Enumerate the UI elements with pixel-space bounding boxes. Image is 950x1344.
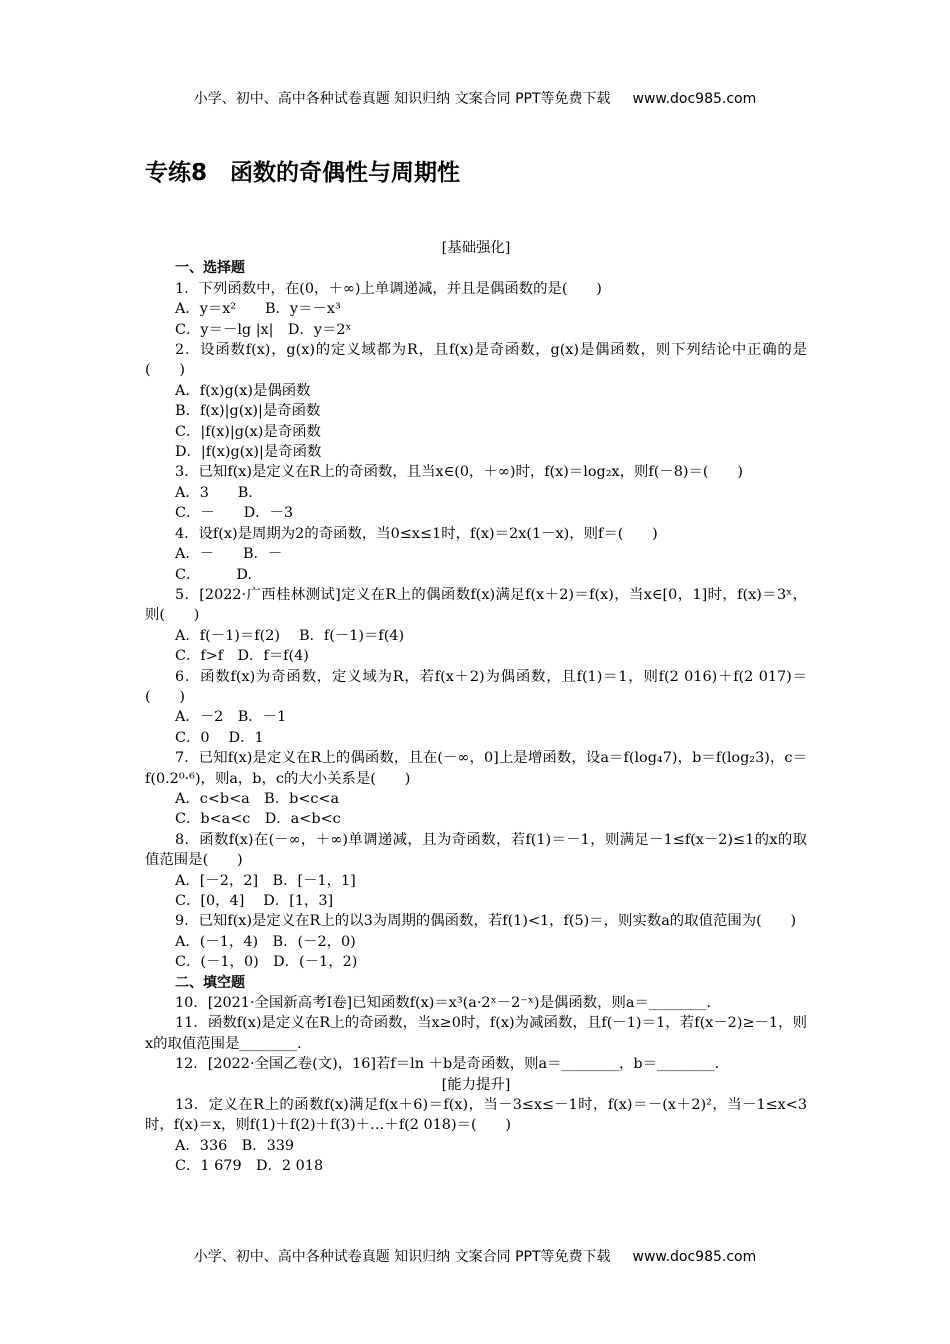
section-heading-fill: 二、填空题 (175, 974, 245, 991)
question-4-options-cd: C． D. (175, 566, 252, 583)
question-13-options-ab: A．336 B．339 (175, 1137, 295, 1154)
question-9-options-ab: A．(－1，4) B．(－2，0) (175, 933, 356, 950)
question-1-options-ab: A．y＝x² B．y＝－x³ (175, 301, 341, 318)
question-4-options-ab: A．－ B．－ (175, 546, 283, 563)
question-9: 9．已知f(x)是定义在R上的以3为周期的偶函数，若f(1)<1，f(5)＝，则实数a的取值范围为( ) (175, 913, 797, 930)
question-13: 13．定义在R上的函数f(x)满足f(x＋6)＝f(x)，当－3≤x≤－1时，f(x)＝－(x＋2)²，当－1≤x<3时，f(x)＝x，则f(1)＋f(2)＋f(3)＋…＋f(2 018)＝( ) (145, 1097, 807, 1134)
page-header (0, 88, 950, 108)
question-2-option-a: A．f(x)g(x)是偶函数 (175, 382, 311, 399)
question-1: 1．下列函数中，在(0，＋∞)上单调递减，并且是偶函数的是( ) (175, 280, 602, 297)
question-3: 3．已知f(x)是定义在R上的奇函数，且当x∈(0，＋∞)时，f(x)＝log₂x，则f(－8)＝( ) (175, 464, 743, 481)
footer-url: www.doc985.com (632, 1249, 757, 1265)
question-6: 6．函数f(x)为奇函数，定义域为R，若f(x＋2)为偶函数，且f(1)＝1，则f(2 016)＋f(2 017)＝( ) (145, 668, 807, 705)
question-6-options-ab: A．－2 B．－1 (175, 709, 287, 726)
advanced-heading: [能力提升] (441, 1076, 511, 1093)
question-5: 5．[2022·广西桂林测试]定义在R上的偶函数f(x)满足f(x＋2)＝f(x)，当x∈[0，1]时，f(x)＝3ˣ，则( ) (145, 586, 807, 624)
question-8: 8．函数f(x)在(－∞，＋∞)单调递减，且为奇函数，若f(1)＝－1，则满足－1≤f(x－2)≤1的x的取值范围是( ) (145, 831, 807, 869)
footer-text: 小学、初中、高中各种试卷真题 知识归纳 文案合同 PPT等免费下载 (193, 1249, 611, 1265)
question-11: 11．函数f(x)是定义在R上的奇函数，当x≥0时，f(x)为减函数，且f(－1)＝1，若f(x－2)≥－1，则x的取值范围是________. (145, 1015, 807, 1052)
page-footer (0, 1246, 950, 1266)
question-8-options-cd: C．[0，4] D．[1，3] (175, 893, 334, 909)
header-url: www.doc985.com (632, 91, 757, 107)
question-7-options-ab: A．c<b<a B．b<c<a (175, 790, 340, 807)
question-3-options-ab: A．3 B. (175, 484, 253, 501)
question-12: 12．[2022·全国乙卷(文)，16]若f＝ln ＋b是奇函数，则a＝________，b＝________. (175, 1056, 720, 1073)
question-2-option-b: B．f(x)|g(x)|是奇函数 (175, 403, 321, 420)
question-8-options-ab: A．[－2，2] B．[－1，1] (175, 872, 356, 889)
question-10: 10．[2021·全国新高考Ⅰ卷]已知函数f(x)＝x³(a·2ˣ－2⁻ˣ)是偶函数，则a＝________. (175, 995, 711, 1012)
question-2: 2．设函数f(x)，g(x)的定义域都为R，且f(x)是奇函数，g(x)是偶函数，则下列结论中正确的是( ) (145, 342, 807, 379)
question-2-option-c: C．|f(x)|g(x)是奇函数 (175, 423, 321, 440)
section-heading-choice: 一、选择题 (175, 260, 245, 277)
page-title: 专练8 函数的奇偶性与周期性 (145, 160, 461, 186)
question-6-options-cd: C．0 D．1 (175, 729, 264, 746)
question-4: 4．设f(x)是周期为2的奇函数，当0≤x≤1时，f(x)＝2x(1－x)，则f＝( ) (175, 525, 658, 542)
question-3-options-cd: C．－ D．－3 (175, 505, 294, 522)
question-9-options-cd: C．(－1，0) D．(－1，2) (175, 954, 358, 971)
question-5-options-ab: A．f(－1)＝f(2) B．f(－1)＝f(4) (175, 627, 405, 644)
question-13-options-cd: C．1 679 D．2 018 (175, 1158, 324, 1175)
header-text: 小学、初中、高中各种试卷真题 知识归纳 文案合同 PPT等免费下载 (193, 91, 611, 107)
question-1-options-cd: C．y＝－lg |x| D．y＝2ˣ (175, 321, 352, 338)
question-5-options-cd: C．f>f D．f＝f(4) (175, 648, 309, 665)
basic-heading: [基础强化] (441, 240, 511, 256)
document-body (145, 238, 807, 1177)
question-7: 7．已知f(x)是定义在R上的偶函数，且在(－∞，0]上是增函数，设a＝f(log₄7)，b＝f(log₂3)，c＝f(0.2⁰·⁶)，则a，b，c的大小关系是( ) (145, 750, 807, 787)
question-7-options-cd: C．b<a<c D．a<b<c (175, 811, 341, 828)
question-2-option-d: D．|f(x)g(x)|是奇函数 (175, 444, 322, 461)
